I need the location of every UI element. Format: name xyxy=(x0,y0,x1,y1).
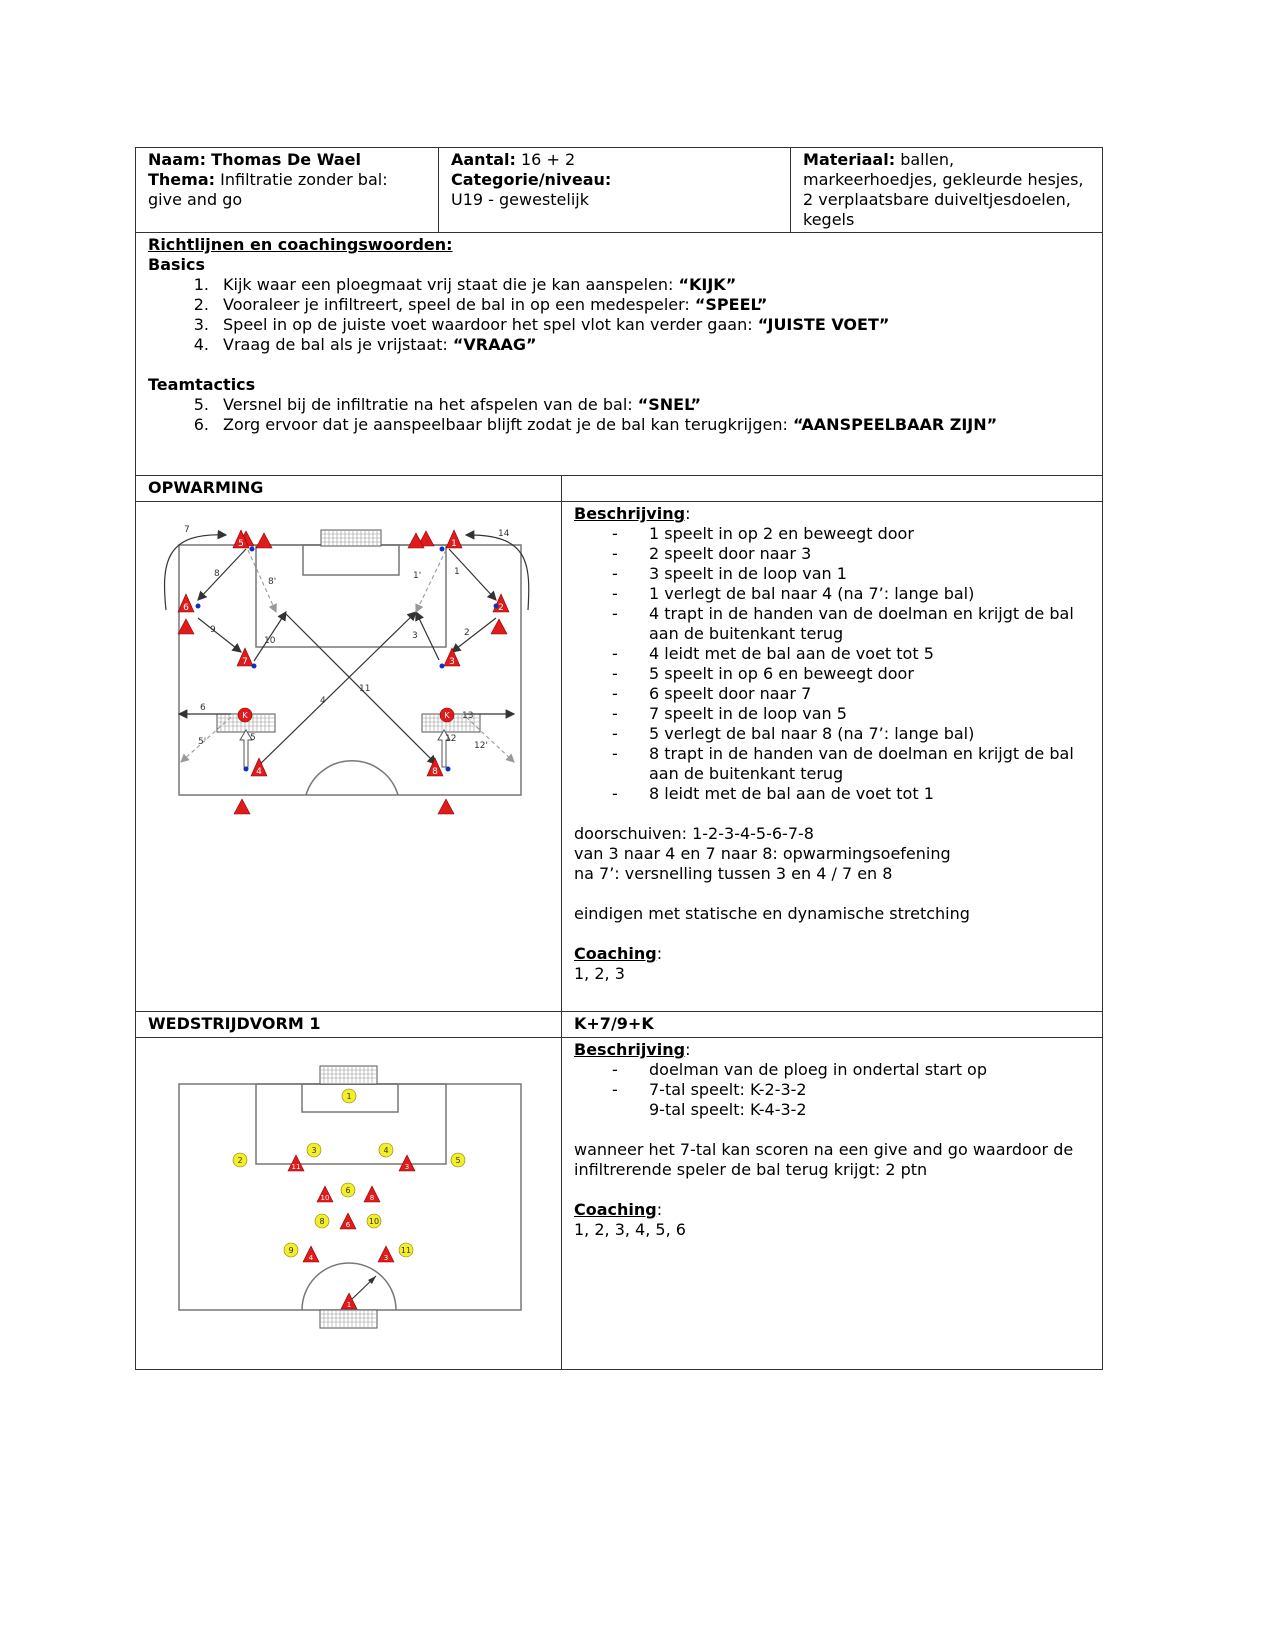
player-1 xyxy=(342,1089,356,1103)
svg-text:8': 8' xyxy=(268,577,277,587)
svg-text:4: 4 xyxy=(256,767,262,777)
wedstrijdvorm-diagram xyxy=(136,1038,558,1364)
cone-3 xyxy=(444,648,460,667)
richtlijnen-title: Richtlijnen en coachingswoorden: xyxy=(148,235,453,254)
player-10 xyxy=(367,1214,381,1228)
thema-value: Infiltratie zonder bal: give and go xyxy=(148,170,388,209)
wedstrijdvorm-subtitle: K+7/9+K xyxy=(562,1012,1103,1038)
list-item: 4. Vraag de bal als je vrijstaat: “VRAAG” xyxy=(193,335,537,354)
svg-text:6: 6 xyxy=(183,603,189,613)
opwarming-row xyxy=(136,502,1103,1012)
list-item: - 4 trapt in de handen van de doelman en krijgt de bal aan de buitenkant terug xyxy=(612,604,1074,643)
thema-label: Thema: xyxy=(148,170,216,189)
opwarming-note-1: doorschuiven: 1-2-3-4-5-6-7-8 xyxy=(574,824,814,843)
categorie-value: U19 - gewestelijk xyxy=(451,190,589,209)
wedstrijdvorm-text-cell: Beschrijving: - doelman van de ploeg in ondertal start op - 7-tal speelt: K-2-3-2 9-tal speelt: K-4-3-2 wanneer het 7-tal kan scoren na een give and go waardoor de infiltrerende speler de bal terug krijgt: 2 ptn Coaching: 1, 2, 3, 4, 5, 6 xyxy=(562,1038,1103,1370)
wedstrijdvorm-coaching-value: 1, 2, 3, 4, 5, 6 xyxy=(574,1220,686,1239)
list-item: 5. Versnel bij de infiltratie na het afspelen van de bal: “SNEL” xyxy=(193,395,701,414)
header-cell-naam xyxy=(136,148,439,233)
svg-text:9: 9 xyxy=(210,625,216,635)
richtlijnen-row xyxy=(136,233,1103,476)
svg-text:3: 3 xyxy=(412,631,418,641)
keeper-right xyxy=(440,708,454,722)
player-11 xyxy=(399,1243,413,1257)
player-5 xyxy=(451,1153,465,1167)
svg-text:6: 6 xyxy=(345,1221,351,1229)
list-item: - 8 trapt in de handen van de doelman en krijgt de bal aan de buitenkant terug xyxy=(612,744,1074,783)
cone-4 xyxy=(303,1246,319,1262)
arrow-3 xyxy=(416,612,439,660)
svg-text:1: 1 xyxy=(346,1301,352,1309)
session-sheet xyxy=(135,147,1102,1370)
wedstrijdvorm-note: wanneer het 7-tal kan scoren na een give and go waardoor de infiltrerende speler de bal terug krijgt: 2 ptn xyxy=(574,1140,1074,1179)
teamtactics-title: Teamtactics xyxy=(148,375,256,394)
list-item: - 5 verlegt de bal naar 8 (na 7’: lange bal) xyxy=(612,724,975,743)
wedstrijdvorm-title: WEDSTRIJDVORM 1 xyxy=(136,1012,562,1038)
list-item: - 1 speelt in op 2 en beweegt door xyxy=(612,524,914,543)
list-item: - 1 verlegt de bal naar 4 (na 7’: lange bal) xyxy=(612,584,975,603)
list-item: - 7-tal speelt: K-2-3-2 xyxy=(612,1080,807,1099)
arrow-4 xyxy=(254,612,416,770)
wedstrijdvorm-row xyxy=(136,1038,1103,1370)
categorie-label: Categorie/niveau: xyxy=(451,170,612,189)
arrow-14 xyxy=(466,535,529,610)
cone-10 xyxy=(317,1186,333,1202)
svg-text:8: 8 xyxy=(432,767,438,777)
svg-text:8: 8 xyxy=(214,569,220,579)
cone-2 xyxy=(493,594,509,613)
list-item: - 7 speelt in de loop van 5 xyxy=(612,704,847,723)
arrow-2 xyxy=(452,618,496,652)
list-item: - doelman van de ploeg in ondertal start op xyxy=(612,1060,987,1079)
svg-text:13: 13 xyxy=(462,711,474,721)
opwarming-title: OPWARMING xyxy=(136,476,562,502)
cone-11 xyxy=(288,1155,304,1171)
svg-text:4: 4 xyxy=(320,696,326,706)
opwarming-text-cell: Beschrijving: - 1 speelt in op 2 en beweegt door - 2 speelt door naar 3 - 3 speelt in de loop van 1 - 1 verlegt de bal naar 4 (na 7’: lange bal) - 4 trapt in de handen van de doelman en krijgt de bal aan de buitenkant terug - 4 leidt met de bal aan de voet tot 5 - 5 speelt in op 6 en beweegt door - 6 speelt door naar 7 - 7 speelt in de loop van 5 - 5 verlegt de bal naar 8 (na 7’: lange bal) - 8 trapt in de handen van de doelman en krijgt de bal aan de buitenkant terug - 8 leidt met de bal aan de voet tot 1 doorschuiven: 1-2-3-4-5-6-7-8 van 3 naar 4 en 7 naar 8: opwarmingsoefening na 7’: versnelling tussen 3 en 4 / 7 en 8 eindigen met statische en dynamische stretching Coaching: 1, 2, 3 xyxy=(562,502,1103,1012)
svg-text:4: 4 xyxy=(383,1146,389,1155)
list-item: - 4 leidt met de bal aan de voet tot 5 xyxy=(612,644,934,663)
arrow-8 xyxy=(198,549,246,600)
svg-text:K: K xyxy=(242,711,248,720)
cone-6 xyxy=(340,1213,356,1229)
svg-text:1: 1 xyxy=(454,567,460,577)
list-item: - 8 leidt met de bal aan de voet tot 1 xyxy=(612,784,934,803)
svg-text:12': 12' xyxy=(474,741,488,751)
red-team xyxy=(288,1155,415,1309)
opwarming-beschrijving-label: Beschrijving xyxy=(574,504,686,523)
wedstrijdvorm-diagram-cell xyxy=(136,1038,562,1370)
wedstrijdvorm-beschrijving-label: Beschrijving xyxy=(574,1040,686,1059)
list-item: - 3 speelt in de loop van 1 xyxy=(612,564,847,583)
svg-text:6: 6 xyxy=(345,1186,351,1195)
player-4 xyxy=(379,1143,393,1157)
wedstrijdvorm-title-row xyxy=(136,1012,1103,1038)
arrow-9 xyxy=(198,618,241,652)
cone-3b xyxy=(378,1246,394,1262)
list-item: 9-tal speelt: K-4-3-2 xyxy=(649,1100,807,1119)
list-item: 2. Vooraleer je infiltreert, speel de bal in op een medespeler: “SPEEL” xyxy=(193,295,768,314)
header-cell-aantal xyxy=(439,148,791,233)
wedstrijdvorm-coaching-label: Coaching xyxy=(574,1200,657,1219)
svg-text:3: 3 xyxy=(311,1146,317,1155)
opwarming-diagram-cell xyxy=(136,502,562,1012)
opwarming-note-3: na 7’: versnelling tussen 3 en 4 / 7 en 8 xyxy=(574,864,893,883)
svg-text:9: 9 xyxy=(288,1246,294,1255)
player-8 xyxy=(315,1214,329,1228)
list-item: 1. Kijk waar een ploegmaat vrij staat die je kan aanspelen: “KIJK” xyxy=(193,275,737,294)
player-6 xyxy=(341,1183,355,1197)
list-item: - 2 speelt door naar 3 xyxy=(612,544,812,563)
svg-text:3: 3 xyxy=(449,657,455,667)
opwarming-list xyxy=(574,524,1090,804)
yellow-team xyxy=(233,1089,465,1257)
svg-text:3: 3 xyxy=(383,1254,389,1262)
header-row xyxy=(136,148,1103,233)
svg-text:4: 4 xyxy=(308,1254,314,1262)
session-table xyxy=(135,147,1103,1370)
materiaal-value: ballen, markeerhoedjes, gekleurde hesjes, 2 verplaatsbare duiveltjesdoelen, kegels xyxy=(803,150,1084,229)
keeper-left xyxy=(238,708,252,722)
svg-text:11: 11 xyxy=(359,684,371,694)
player-3 xyxy=(307,1143,321,1157)
list-item: - 6 speelt door naar 7 xyxy=(612,684,812,703)
svg-text:5': 5' xyxy=(198,737,207,747)
materiaal-label: Materiaal: xyxy=(803,150,896,169)
svg-text:5: 5 xyxy=(250,733,256,743)
opwarming-coaching-label: Coaching xyxy=(574,944,657,963)
svg-text:3: 3 xyxy=(404,1163,410,1171)
svg-text:12: 12 xyxy=(445,734,457,744)
svg-text:11: 11 xyxy=(291,1163,301,1171)
opwarming-title-row xyxy=(136,476,1103,502)
cone-8 xyxy=(427,758,443,777)
svg-text:1': 1' xyxy=(413,571,422,581)
svg-text:2: 2 xyxy=(498,603,504,613)
wedstrijdvorm-list xyxy=(574,1060,1090,1120)
player-2 xyxy=(233,1153,247,1167)
opwarming-coaching-value: 1, 2, 3 xyxy=(574,964,625,983)
naam-label: Naam: xyxy=(148,150,207,169)
svg-text:11: 11 xyxy=(400,1246,412,1255)
cone-4 xyxy=(251,758,267,777)
svg-text:7: 7 xyxy=(242,657,248,667)
svg-text:8: 8 xyxy=(369,1194,375,1202)
cone-6 xyxy=(178,594,194,613)
svg-text:8: 8 xyxy=(319,1217,325,1226)
list-item: - 5 speelt in op 6 en beweegt door xyxy=(612,664,914,683)
naam-value: Thomas De Wael xyxy=(211,150,361,169)
list-item: 3. Speel in op de juiste voet waardoor het spel vlot kan verder gaan: “JUISTE VOET” xyxy=(193,315,890,334)
basics-list xyxy=(148,275,1090,355)
opwarming-end-note: eindigen met statische en dynamische stretching xyxy=(574,904,970,923)
aantal-label: Aantal: xyxy=(451,150,516,169)
svg-text:2: 2 xyxy=(237,1156,243,1165)
svg-text:5: 5 xyxy=(238,539,244,549)
player-9 xyxy=(284,1243,298,1257)
svg-text:14: 14 xyxy=(498,529,510,539)
cone-1 xyxy=(446,530,462,549)
svg-text:10: 10 xyxy=(320,1194,330,1202)
svg-text:5: 5 xyxy=(455,1156,461,1165)
opwarming-note-2: van 3 naar 4 en 7 naar 8: opwarmingsoefening xyxy=(574,844,951,863)
teamtactics-list xyxy=(148,395,1090,435)
svg-text:K: K xyxy=(444,711,450,720)
svg-text:10: 10 xyxy=(264,636,276,646)
opwarming-diagram xyxy=(136,502,558,1006)
basics-title: Basics xyxy=(148,255,206,274)
svg-text:2: 2 xyxy=(464,628,470,638)
richtlijnen-cell xyxy=(136,233,1103,476)
pitch xyxy=(179,545,521,795)
cone-3 xyxy=(399,1155,415,1171)
svg-text:7: 7 xyxy=(184,525,190,535)
svg-text:10: 10 xyxy=(368,1217,380,1226)
list-item: 6. Zorg ervoor dat je aanspeelbaar blijft zodat je de bal kan terugkrijgen: “AANSPEELBAAR ZIJN” xyxy=(193,415,998,434)
aantal-value: 16 + 2 xyxy=(521,150,576,169)
svg-text:6: 6 xyxy=(200,703,206,713)
svg-text:1: 1 xyxy=(451,539,457,549)
header-cell-materiaal xyxy=(791,148,1103,233)
svg-text:1: 1 xyxy=(346,1092,352,1101)
cone-8 xyxy=(364,1186,380,1202)
cone-1 xyxy=(341,1293,357,1309)
